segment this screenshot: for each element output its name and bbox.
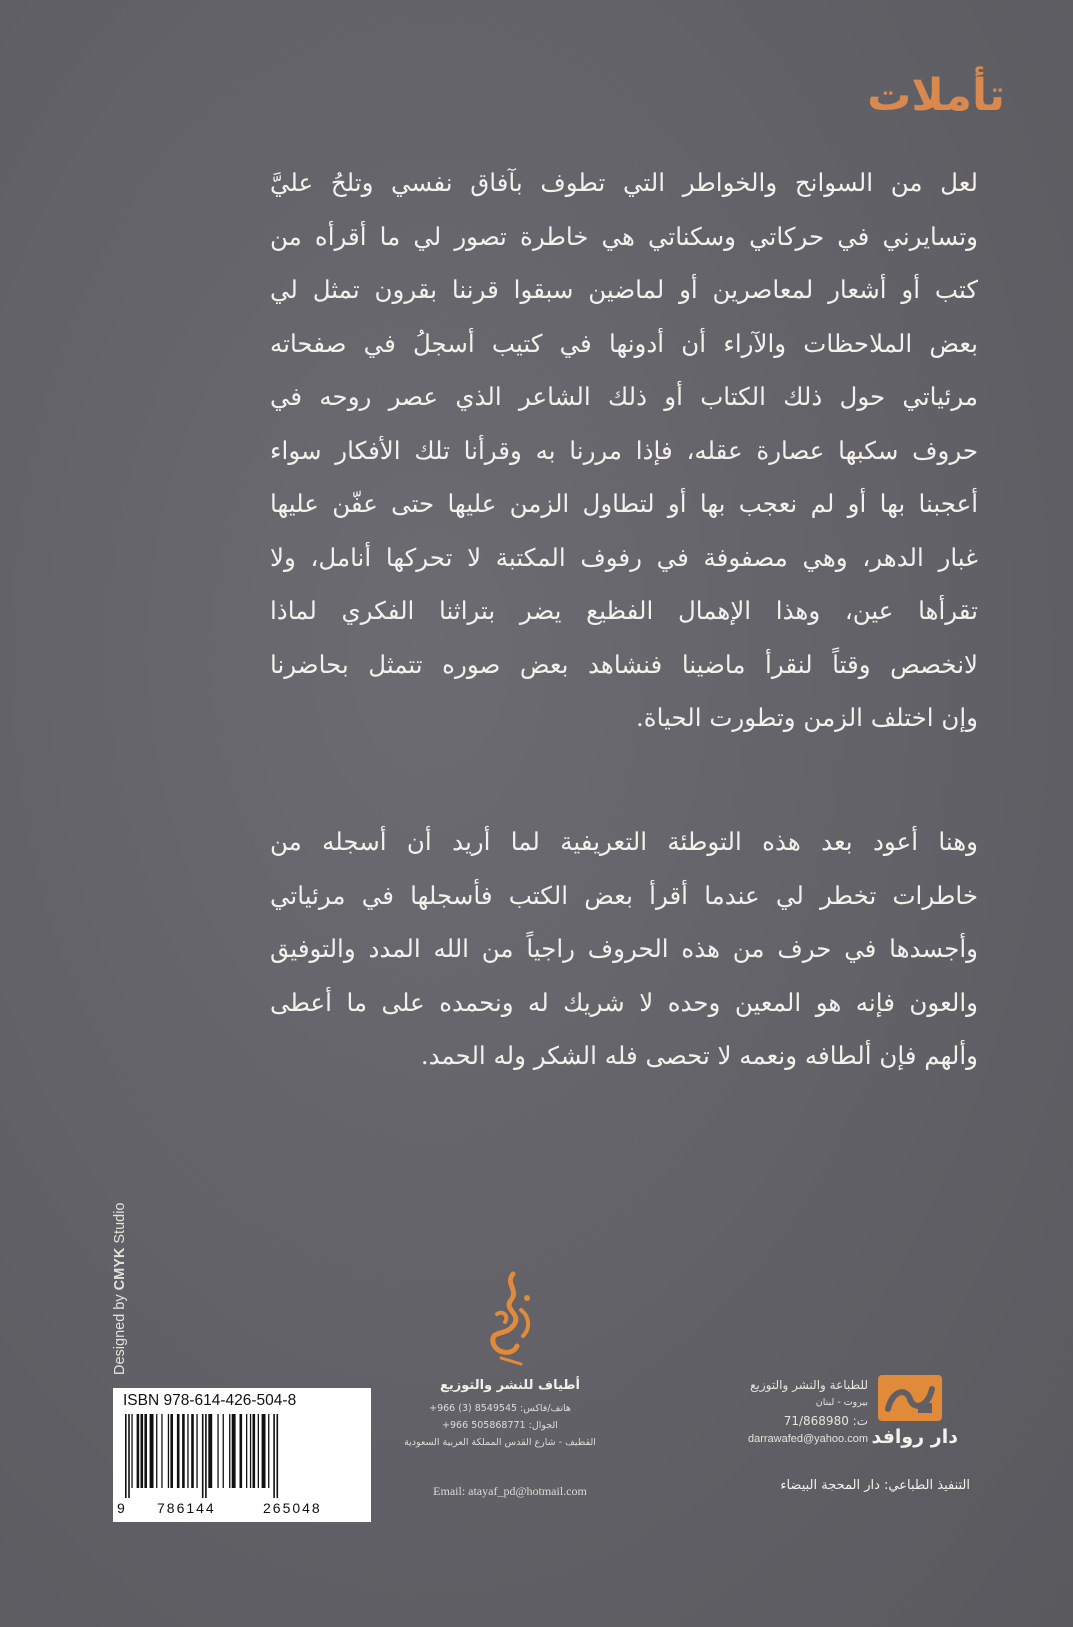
atyaf-phone-fax: هاتف/فاكس: 8549545 (3) 966+ — [429, 1403, 571, 1414]
barcode-bar — [161, 1414, 162, 1488]
barcode-bar — [156, 1414, 157, 1488]
barcode-digit-group-2: 265048 — [263, 1500, 322, 1516]
barcode-bar — [223, 1414, 224, 1488]
barcode-bar — [196, 1414, 197, 1488]
barcode-bar — [232, 1414, 236, 1488]
book-title: تأملات — [867, 70, 1005, 121]
barcode-bar — [150, 1414, 154, 1488]
barcode-bar — [273, 1414, 275, 1498]
barcode-bar — [187, 1414, 188, 1488]
isbn-barcode-block — [113, 1388, 371, 1522]
paragraph1-line: أعجبنا بها أو لم نعجب بها أو لتطاول الزمن عليها حتى عفّن عليها — [270, 489, 978, 518]
barcode-bar — [229, 1414, 230, 1488]
paragraph2-line: وهنا أعود بعد هذه التوطئة التعريفية لما أريد أن أسجله من — [270, 827, 978, 856]
designer-credit — [112, 1203, 128, 1376]
barcode-bar — [258, 1414, 259, 1488]
barcode-bar — [131, 1414, 132, 1488]
paragraph1-line: حروف سكبها عصارة عقله، فإذا مررنا به وقرأنا تلك الأفكار سواء — [270, 435, 978, 465]
barcode-bar — [182, 1414, 185, 1488]
designer-credit-suffix: Studio — [112, 1202, 128, 1248]
paragraph2-line: والعون فإنه هو المعين وحده لا شريك له ونحمده على ما أعطى — [270, 987, 978, 1017]
isbn-label: ISBN 978-614-426-504-8 — [123, 1392, 297, 1409]
designer-credit-prefix: Designed by — [112, 1290, 128, 1375]
barcode-bar — [250, 1414, 251, 1488]
rawafed-logo-icon — [876, 1373, 944, 1423]
atyaf-publisher-name: أطياف للنشر والتوزيع — [440, 1378, 580, 1393]
rawafed-phone: ت: 71/868980 — [783, 1414, 868, 1428]
paragraph1-line: مرئياتي حول ذلك الكتاب أو ذلك الشاعر الذي عصر روحه في — [270, 382, 978, 411]
paragraph1-line: كتب أو أشعار لمعاصرين أو لماضين سبقوا قرننا بقرون تمثل لي — [270, 275, 978, 304]
printing-credit: التنفيذ الطباعي: دار المحجة البيضاء — [780, 1478, 970, 1493]
paragraph1-line: وتسايرني في حركاتي وسكناتي هي خاطرة تصور لي ما أقرأه من — [270, 221, 978, 251]
paragraph1-line: تقرأها عين، وهذا الإهمال الفظيع يضر بتراثنا الفكري لماذا — [270, 596, 978, 625]
atyaf-email: Email: atayaf_pd@hotmail.com — [433, 1484, 587, 1498]
barcode-bar — [253, 1414, 256, 1488]
rawafed-publisher-name: دار روافد — [871, 1426, 958, 1448]
paragraph1-line: وإن اختلف الزمن وتطورت الحياة. — [635, 703, 978, 732]
atyaf-address: القطيف - شارع القدس المملكة العربية السعودية — [404, 1437, 596, 1448]
barcode-bar — [262, 1414, 266, 1488]
paragraph2-line: وأجسدها في حرف من هذه الحروف راجياً من الله المدد والتوفيق — [270, 934, 978, 963]
barcode-bar — [277, 1414, 279, 1498]
barcode-bar — [144, 1414, 147, 1488]
paragraph2-line: خاطرات تخطر لي عندما أقرأ بعض الكتب فأسجلها في مرئياتي — [270, 880, 978, 910]
paragraph1-line: غبار الدهر، وهي مصفوفة في رفوف المكتبة لا تحركها أنامل، ولا — [270, 542, 978, 572]
rawafed-tagline: للطباعة والنشر والتوزيع — [750, 1378, 868, 1392]
atyaf-mobile: الجوال: 505868771 966+ — [442, 1420, 558, 1431]
barcode-bar — [177, 1414, 180, 1488]
barcode-bar — [141, 1414, 144, 1488]
barcode-bar — [202, 1414, 204, 1498]
barcode-bar — [170, 1414, 173, 1488]
paragraph-1 — [270, 156, 978, 745]
rawafed-contact-lines — [720, 1376, 868, 1448]
rawafed-email: darrawafed@yahoo.com — [747, 1433, 868, 1445]
paragraph-2 — [270, 815, 978, 1083]
rawafed-location: بيروت - لبنان — [815, 1397, 868, 1408]
barcode-bar — [246, 1414, 247, 1488]
paragraph2-line: وألهم فإن ألطافه ونعمه لا تحصى فله الشكر وله الحمد. — [420, 1041, 978, 1070]
barcode-icon — [123, 1414, 361, 1498]
barcode-bar — [191, 1414, 194, 1488]
barcode-bar — [205, 1414, 207, 1498]
paragraph1-line: لعل من السوانح والخواطر التي تطوف بآفاق نفسي وتلحُ عليَّ — [270, 168, 978, 197]
barcode-bar — [125, 1414, 127, 1498]
atyaf-calligraphy-logo-icon — [483, 1270, 539, 1370]
paragraph1-line: بعض الملاحظات والآراء أن أدونها في كتيب أسجلُ في صفحاته — [270, 328, 978, 358]
barcode-bar — [268, 1414, 269, 1488]
barcode-digit-first: 9 — [117, 1500, 125, 1516]
atyaf-contact-lines — [370, 1400, 630, 1451]
designer-credit-brand: CMYK — [112, 1247, 128, 1291]
barcode-bar — [240, 1414, 243, 1488]
barcode-bar — [208, 1414, 212, 1488]
barcode-digit-group-1: 786144 — [157, 1500, 216, 1516]
paragraph1-line: لانخصص وقتاً لنقرأ ماضينا فنشاهد بعض صوره تتمثل بحاضرنا — [270, 649, 978, 679]
barcode-bar — [168, 1414, 169, 1488]
barcode-bar — [128, 1414, 130, 1498]
barcode-bar — [217, 1414, 218, 1488]
barcode-bar — [137, 1414, 140, 1488]
